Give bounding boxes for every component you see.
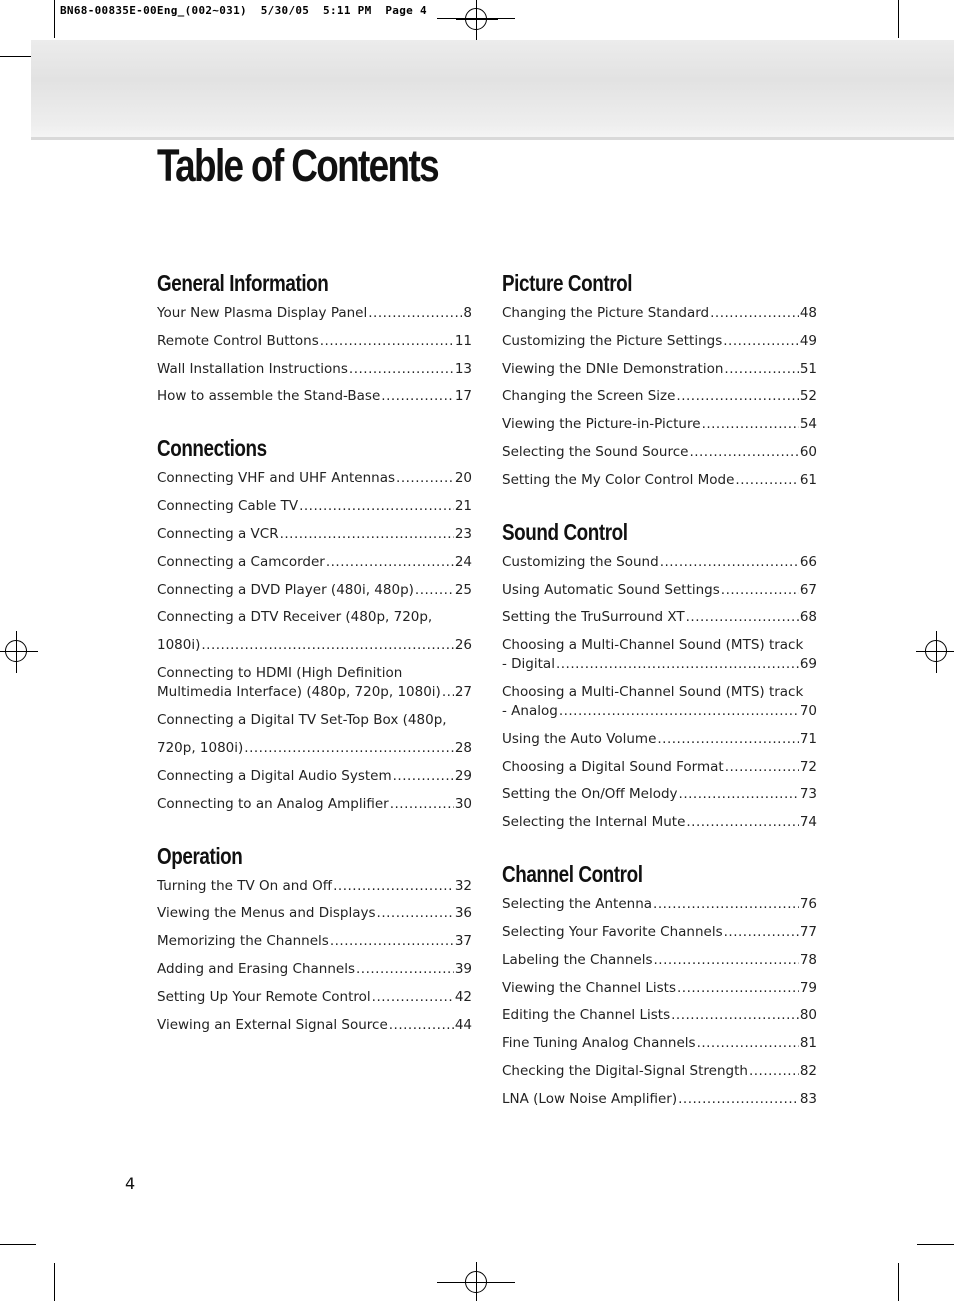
toc-entry-text: Connecting a DVD Player (480i, 480p) xyxy=(157,581,414,598)
toc-section xyxy=(502,859,817,1109)
crop-mark xyxy=(54,1263,55,1301)
toc-section xyxy=(157,268,472,406)
toc-entry-text: How to assemble the Stand-Base xyxy=(157,388,381,405)
toc-entry-row xyxy=(157,960,472,979)
toc-entry-text: Customizing the Picture Settings xyxy=(502,332,723,349)
toc-right-column xyxy=(502,268,817,1136)
toc-entry-row xyxy=(502,655,817,674)
toc-entry-row xyxy=(157,739,472,758)
toc-entry-row xyxy=(157,1016,472,1035)
toc-entry-text: Checking the Digital-Signal Strength xyxy=(502,1062,748,1079)
toc-page-number: 11 xyxy=(454,332,472,349)
toc-entry[interactable] xyxy=(502,979,817,998)
toc-entry[interactable] xyxy=(157,304,472,323)
toc-entry-row xyxy=(157,304,472,323)
dot-leader xyxy=(689,443,798,462)
toc-entry-text: Connecting a Digital TV Set-Top Box (480p, xyxy=(157,711,447,728)
toc-entry[interactable] xyxy=(157,904,472,923)
toc-entry-text: Setting the TruSurround XT xyxy=(502,609,685,626)
dot-leader xyxy=(724,923,799,942)
toc-entry-text: Wall Installation Instructions xyxy=(157,360,348,377)
toc-section xyxy=(502,517,817,832)
toc-page-number: 68 xyxy=(799,609,817,626)
toc-entry-text: Multimedia Interface) (480p, 720p, 1080i) xyxy=(157,684,441,701)
toc-entry[interactable] xyxy=(502,895,817,914)
toc-entry[interactable] xyxy=(502,1034,817,1053)
crop-mark xyxy=(898,1263,899,1301)
dot-leader xyxy=(356,960,454,979)
toc-entry-text: Connecting VHF and UHF Antennas xyxy=(157,470,396,487)
crop-mark xyxy=(898,0,899,38)
toc-entry-text: Connecting a Digital Audio System xyxy=(157,767,392,784)
dot-leader xyxy=(442,683,454,702)
dot-leader xyxy=(660,553,799,572)
crop-mark xyxy=(917,1244,954,1245)
toc-entry[interactable] xyxy=(502,1006,817,1025)
toc-entry-text: 1080i) xyxy=(157,637,201,654)
dot-leader xyxy=(280,525,454,544)
toc-page-number: 82 xyxy=(799,1062,817,1079)
toc-entry[interactable] xyxy=(157,608,472,655)
toc-entry-row xyxy=(502,387,817,406)
toc-entry-row xyxy=(502,813,817,832)
toc-entry[interactable] xyxy=(502,332,817,351)
toc-page-number: 83 xyxy=(799,1090,817,1107)
dot-leader xyxy=(725,758,799,777)
section-title: General Information xyxy=(157,270,329,296)
dot-leader xyxy=(697,1034,799,1053)
toc-page-number: 60 xyxy=(799,443,817,460)
toc-entry-row xyxy=(157,904,472,923)
toc-entry-row xyxy=(502,304,817,323)
toc-entry-row xyxy=(157,636,472,655)
toc-entry-row xyxy=(157,932,472,951)
section-title: Connections xyxy=(157,435,267,462)
dot-leader xyxy=(556,655,799,674)
toc-page-number: 52 xyxy=(799,388,817,405)
toc-entry[interactable] xyxy=(502,304,817,323)
toc-entry-text: Setting Up Your Remote Control xyxy=(157,988,371,1005)
toc-entry-text: Viewing the Menus and Displays xyxy=(157,905,376,922)
dot-leader xyxy=(676,387,798,406)
toc-entry-text: Selecting Your Favorite Channels xyxy=(502,923,723,940)
toc-entry-row xyxy=(502,1006,817,1025)
toc-entry-text: Viewing the Picture-in-Picture xyxy=(502,416,701,433)
toc-entry[interactable] xyxy=(502,758,817,777)
toc-entry[interactable] xyxy=(502,387,817,406)
print-slug: BN68-00835E-00Eng_(002~031) 5/30/05 5:11 PM Page 4 xyxy=(60,4,427,17)
toc-entry-row xyxy=(502,923,817,942)
toc-entry-text: 720p, 1080i) xyxy=(157,739,244,756)
toc-entry[interactable] xyxy=(502,581,817,600)
section-title: Operation xyxy=(157,842,243,869)
toc-entry[interactable] xyxy=(502,785,817,804)
toc-entry-row xyxy=(157,332,472,351)
toc-entry-row xyxy=(157,767,472,786)
dot-leader xyxy=(724,360,798,379)
toc-entry-text: LNA (Low Noise Amplifier) xyxy=(502,1090,678,1107)
toc-page-number: 73 xyxy=(799,786,817,803)
dot-leader xyxy=(393,767,454,786)
toc-entry[interactable] xyxy=(157,387,472,406)
toc-entry[interactable] xyxy=(157,360,472,379)
dot-leader xyxy=(657,730,798,749)
toc-page-number: 39 xyxy=(454,960,472,977)
toc-entry[interactable] xyxy=(502,1062,817,1081)
toc-page-number: 49 xyxy=(799,332,817,349)
toc-entry-text: Choosing a Multi-Channel Sound (MTS) track xyxy=(502,637,804,654)
page-title: Table of Contents xyxy=(157,140,438,191)
toc-page-number: 72 xyxy=(799,758,817,775)
toc-entry-text: - Analog xyxy=(502,702,558,719)
dot-leader xyxy=(702,415,799,434)
toc-entry[interactable] xyxy=(157,767,472,786)
registration-mark-icon xyxy=(465,8,487,30)
toc-page-number: 13 xyxy=(454,360,472,377)
toc-entry-text: Choosing a Multi-Channel Sound (MTS) track xyxy=(502,683,804,700)
dot-leader xyxy=(377,904,454,923)
toc-entry-row xyxy=(157,877,472,896)
dot-leader xyxy=(244,739,454,758)
toc-list xyxy=(502,553,817,832)
dot-leader xyxy=(390,795,454,814)
toc-entry[interactable] xyxy=(157,332,472,351)
dot-leader xyxy=(653,895,799,914)
toc-page-number: 81 xyxy=(799,1035,817,1052)
toc-page-number: 79 xyxy=(799,979,817,996)
toc-entry-row xyxy=(502,471,817,490)
toc-entry[interactable] xyxy=(157,553,472,572)
toc-entry-text: Remote Control Buttons xyxy=(157,332,319,349)
section-title: Channel Control xyxy=(502,861,643,888)
page-number: 4 xyxy=(125,1174,136,1193)
toc-entry[interactable] xyxy=(157,664,472,702)
dot-leader xyxy=(396,469,454,488)
dot-leader xyxy=(299,497,454,516)
dot-leader xyxy=(677,979,799,998)
toc-entry[interactable] xyxy=(502,471,817,490)
toc-entry[interactable] xyxy=(502,813,817,832)
toc-entry-text: Setting the My Color Control Mode xyxy=(502,471,735,488)
toc-entry[interactable] xyxy=(157,525,472,544)
header-band xyxy=(31,40,954,140)
toc-entry[interactable] xyxy=(157,877,472,896)
toc-page-number: 23 xyxy=(454,525,472,542)
dot-leader xyxy=(749,1062,799,1081)
toc-entry-text: Turning the TV On and Off xyxy=(157,877,333,894)
toc-entry-text: Connecting Cable TV xyxy=(157,498,299,515)
toc-entry-text: Using Automatic Sound Settings xyxy=(502,581,720,598)
dot-leader xyxy=(381,387,454,406)
toc-entry-text: Changing the Screen Size xyxy=(502,388,676,405)
toc-entry-text: Selecting the Sound Source xyxy=(502,443,689,460)
toc-entry[interactable] xyxy=(157,469,472,488)
toc-entry-text: Connecting a DTV Receiver (480p, 720p, xyxy=(157,609,433,626)
toc-page-number: 26 xyxy=(454,637,472,654)
toc-entry[interactable] xyxy=(502,1090,817,1109)
toc-entry[interactable] xyxy=(157,795,472,814)
toc-entry-row xyxy=(502,785,817,804)
toc-entry-text: Labeling the Channels xyxy=(502,951,653,968)
toc-page-number: 28 xyxy=(454,739,472,756)
toc-entry-text: Customizing the Sound xyxy=(502,553,659,570)
toc-entry-text: Viewing the Channel Lists xyxy=(502,979,676,996)
dot-leader xyxy=(723,332,799,351)
toc-page-number: 77 xyxy=(799,923,817,940)
toc-entry-text: Using the Auto Volume xyxy=(502,730,657,747)
toc-entry[interactable] xyxy=(502,443,817,462)
toc-entry-text: - Digital xyxy=(502,656,555,673)
toc-page-number: 71 xyxy=(799,730,817,747)
toc-section xyxy=(157,841,472,1035)
toc-section xyxy=(502,268,817,490)
toc-entry-row xyxy=(157,497,472,516)
toc-entry-text: Viewing an External Signal Source xyxy=(157,1016,388,1033)
dot-leader xyxy=(671,1006,799,1025)
toc-page-number: 30 xyxy=(454,795,472,812)
toc-page-number: 74 xyxy=(799,814,817,831)
toc-entry[interactable] xyxy=(502,951,817,970)
toc-entry-row xyxy=(502,415,817,434)
dot-leader xyxy=(349,360,454,379)
toc-page-number: 66 xyxy=(799,553,817,570)
toc-page-number: 27 xyxy=(454,684,472,701)
toc-left-column xyxy=(157,268,472,1062)
toc-entry[interactable] xyxy=(157,960,472,979)
toc-page-number: 70 xyxy=(799,702,817,719)
toc-page-number: 24 xyxy=(454,553,472,570)
toc-entry-row xyxy=(502,1090,817,1109)
toc-page-number: 67 xyxy=(799,581,817,598)
toc-list xyxy=(157,877,472,1035)
toc-page-number: 44 xyxy=(454,1016,472,1033)
toc-page-number: 17 xyxy=(454,388,472,405)
toc-list xyxy=(502,895,817,1109)
toc-entry[interactable] xyxy=(157,1016,472,1035)
section-title: Sound Control xyxy=(502,518,628,545)
toc-page-number: 21 xyxy=(454,498,472,515)
toc-page-number: 78 xyxy=(799,951,817,968)
dot-leader xyxy=(686,813,798,832)
toc-entry-row xyxy=(502,360,817,379)
toc-entry[interactable] xyxy=(157,711,472,758)
registration-mark-icon xyxy=(5,640,27,662)
toc-entry[interactable] xyxy=(502,730,817,749)
toc-entry-row xyxy=(157,581,472,600)
dot-leader xyxy=(320,332,454,351)
toc-entry[interactable] xyxy=(157,932,472,951)
toc-entry-text: Editing the Channel Lists xyxy=(502,1007,671,1024)
toc-entry[interactable] xyxy=(157,497,472,516)
dot-leader xyxy=(326,553,454,572)
toc-page-number: 69 xyxy=(799,656,817,673)
toc-entry-row xyxy=(502,979,817,998)
toc-entry-row xyxy=(157,387,472,406)
dot-leader xyxy=(679,785,799,804)
toc-page-number: 61 xyxy=(799,471,817,488)
registration-mark-icon xyxy=(925,640,947,662)
toc-page-number: 76 xyxy=(799,896,817,913)
toc-entry-row xyxy=(502,1062,817,1081)
toc-page-number: 54 xyxy=(799,416,817,433)
toc-entry[interactable] xyxy=(157,988,472,1007)
dot-leader xyxy=(372,988,454,1007)
toc-entry-text: Connecting a VCR xyxy=(157,525,279,542)
dot-leader xyxy=(368,304,462,323)
toc-page-number: 51 xyxy=(799,360,817,377)
toc-entry-row xyxy=(502,443,817,462)
toc-entry-row xyxy=(157,553,472,572)
toc-page-number: 8 xyxy=(463,305,472,321)
crop-mark xyxy=(54,0,55,38)
dot-leader xyxy=(389,1016,454,1035)
dot-leader xyxy=(721,581,799,600)
toc-entry[interactable] xyxy=(502,636,817,674)
toc-entry-text: Connecting to HDMI (High Definition xyxy=(157,665,403,682)
dot-leader xyxy=(686,608,799,627)
toc-entry[interactable] xyxy=(502,553,817,572)
registration-mark-icon xyxy=(465,1271,487,1293)
toc-entry-text: Choosing a Digital Sound Format xyxy=(502,758,724,775)
toc-entry-row xyxy=(502,608,817,627)
toc-entry-text: Your New Plasma Display Panel xyxy=(157,305,368,321)
dot-leader xyxy=(333,877,454,896)
toc-entry[interactable] xyxy=(502,683,817,721)
toc-entry-text: Connecting to an Analog Amplifier xyxy=(157,795,389,812)
toc-page-number: 20 xyxy=(454,470,472,487)
toc-entry-row xyxy=(157,988,472,1007)
toc-entry-text: Viewing the DNIe Demonstration xyxy=(502,360,724,377)
toc-entry-row xyxy=(502,758,817,777)
toc-entry[interactable] xyxy=(502,923,817,942)
dot-leader xyxy=(415,581,454,600)
dot-leader xyxy=(710,304,799,323)
toc-entry-row xyxy=(157,795,472,814)
dot-leader xyxy=(735,471,798,490)
toc-list xyxy=(157,304,472,406)
toc-entry-text: Setting the On/Off Melody xyxy=(502,786,678,803)
dot-leader xyxy=(201,636,453,655)
toc-section xyxy=(157,433,472,813)
toc-page-number: 25 xyxy=(454,581,472,598)
toc-entry-text: Adding and Erasing Channels xyxy=(157,960,356,977)
toc-list xyxy=(502,304,817,490)
toc-entry-text: Memorizing the Channels xyxy=(157,933,329,950)
toc-entry-row xyxy=(157,525,472,544)
toc-entry-row xyxy=(502,581,817,600)
toc-entry[interactable] xyxy=(502,415,817,434)
section-title: Picture Control xyxy=(502,270,633,296)
toc-entry[interactable] xyxy=(502,608,817,627)
dot-leader xyxy=(678,1090,799,1109)
toc-entry-row xyxy=(502,553,817,572)
toc-entry-text: Fine Tuning Analog Channels xyxy=(502,1035,696,1052)
toc-entry-row xyxy=(502,332,817,351)
toc-page-number: 37 xyxy=(454,933,472,950)
dot-leader xyxy=(654,951,799,970)
toc-entry-row xyxy=(157,360,472,379)
toc-entry-text: Changing the Picture Standard xyxy=(502,305,710,321)
toc-entry-text: Connecting a Camcorder xyxy=(157,553,325,570)
toc-page-number: 42 xyxy=(454,988,472,1005)
toc-page-number: 48 xyxy=(799,305,817,321)
toc-entry-row xyxy=(502,1034,817,1053)
toc-entry-row xyxy=(157,683,472,702)
toc-entry-row xyxy=(502,730,817,749)
toc-page-number: 80 xyxy=(799,1007,817,1024)
dot-leader xyxy=(330,932,454,951)
crop-mark xyxy=(0,1244,36,1245)
toc-list xyxy=(157,469,472,813)
toc-entry-row xyxy=(502,702,817,721)
dot-leader xyxy=(559,702,799,721)
toc-page-number: 36 xyxy=(454,905,472,922)
toc-entry-text: Selecting the Antenna xyxy=(502,896,653,913)
toc-page-number: 29 xyxy=(454,767,472,784)
toc-entry-row xyxy=(502,895,817,914)
toc-entry-row xyxy=(157,469,472,488)
toc-page-number: 32 xyxy=(454,877,472,894)
toc-entry-row xyxy=(502,951,817,970)
toc-entry[interactable] xyxy=(157,581,472,600)
toc-entry-text: Selecting the Internal Mute xyxy=(502,814,686,831)
toc-entry[interactable] xyxy=(502,360,817,379)
